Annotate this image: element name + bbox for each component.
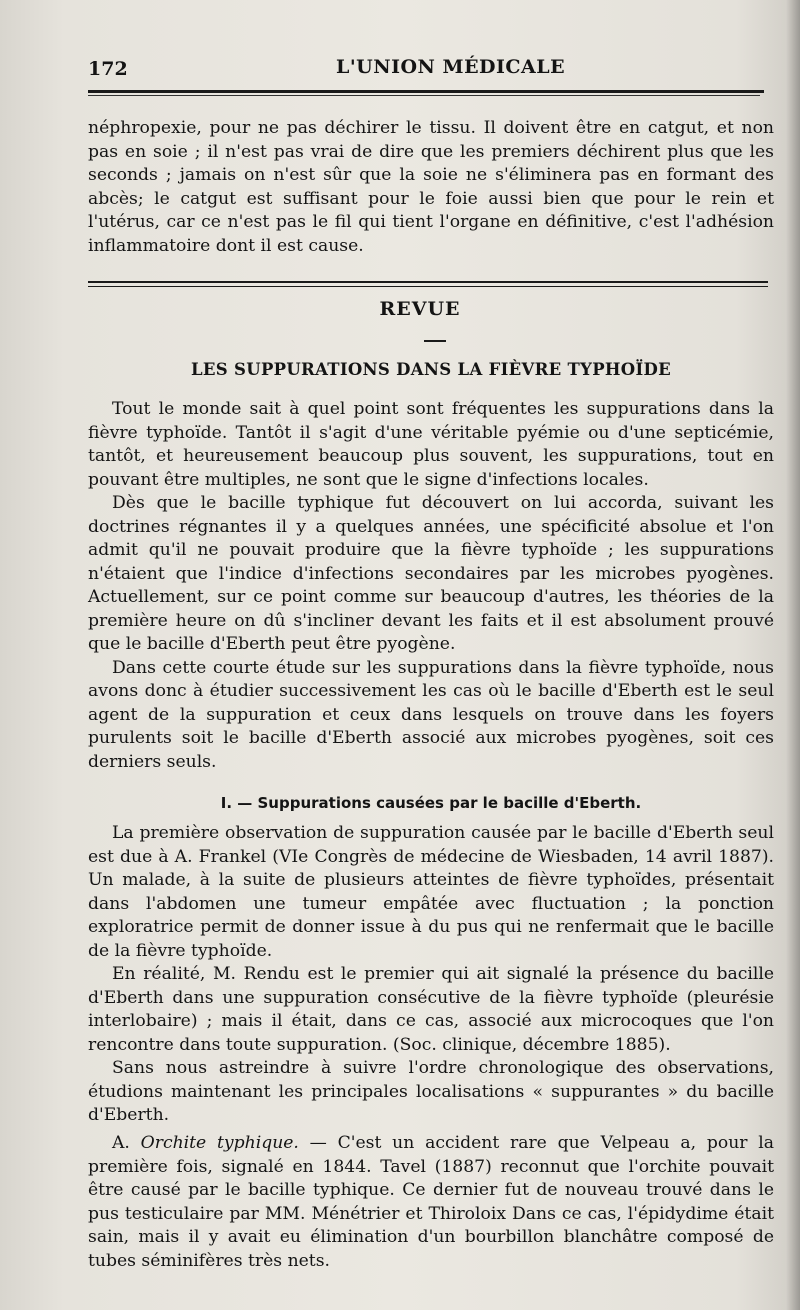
page-number: 172: [88, 58, 128, 80]
page-edge-shadow: [786, 0, 800, 1310]
page-header: [88, 54, 764, 88]
section-rule-thin: [88, 286, 768, 287]
orchite-text: — C'est un accident rare que Velpeau a, pour la première fois, signalé en 1844. Tavel (1887) reconnut que l'orchite pouvait être causé par le bacille typhique. Ce dernier fut de nouveau trouvé dans le pus testiculaire par MM. Ménétrier et Thiroloix Dans ce cas, l'épidydime était sain, mais il y avait eu élimination d'un bourbillon blanchâtre composé de tubes séminifères très nets.: [88, 1133, 775, 1271]
paragraph: La première observation de suppuration causée par le bacille d'Eberth seul est due à A. Frankel (VIe Congrès de médecine de Wiesbaden, 14 avril 1887). Un malade, à la suite de plusieurs atteintes de fièvre typhoïdes, présentait dans l'abdomen une tumeur empâtée avec fluctuation ; la ponction exploratrice permit de donner issue à du pus qui ne renfermait que le bacille de la fièvre typhoïde.: [88, 823, 774, 961]
paragraph: Sans nous astreindre à suivre l'ordre chronologique des observations, étudions maintenant les principales localisations « suppurantes » du bacille d'Eberth.: [88, 1058, 774, 1125]
intro-paragraph: néphropexie, pour ne pas déchirer le tissu. Il doivent être en catgut, et non pas en soie ; il n'est pas vrai de dire que les premiers déchirent plus que les seconds ; jamais on n'est sûr que la soie ne s'éliminera pas en formant des abcès; le catgut est suffisant pour le foie aussi bien que pour le rein et l'utérus, car ce n'est pas le fil qui tient l'organe en définitive, c'est l'adhésion inflammatoire dont il est cause.: [88, 118, 774, 256]
running-head: L'UNION MÉDICALE: [336, 56, 566, 78]
orchite-paragraph: [88, 1132, 774, 1273]
section-rule: [88, 281, 768, 283]
header-rule-thin: [88, 95, 760, 96]
paragraph: Dans cette courte étude sur les suppurations dans la fièvre typhoïde, nous avons donc à étudier successivement les cas où le bacille d'Eberth est le seul agent de la suppuration et ceux dans lesquels on trouve dans les foyers purulents soit le bacille d'Eberth associé aux microbes pyogènes, soit ces derniers seuls.: [88, 657, 774, 772]
orchite-label-prefix: A.: [112, 1133, 141, 1153]
header-rule: [88, 90, 764, 93]
article-title: LES SUPPURATIONS DANS LA FIÈVRE TYPHOÏDE: [191, 360, 671, 379]
paragraph: Dès que le bacille typhique fut découvert on lui accorda, suivant les doctrines régnantes il y a quelques années, une spécificité absolue et l'on admit qu'il ne pouvait produire que la fièvre typhoïde ; les suppurations n'étaient que l'indice d'infections secondaires par les microbes pyogènes. Actuellement, sur ce point comme sur beaucoup d'autres, les théories de la première heure on dû s'incliner devant les faits et il est absolument prouvé que le bacille d'Eberth peut être pyogène.: [88, 493, 774, 654]
subsection-title: I. — Suppurations causées par le bacille d'Eberth.: [220, 794, 642, 812]
title-dash: [424, 340, 446, 342]
paragraph: Tout le monde sait à quel point sont fréquentes les suppurations dans la fièvre typhoïde. Tantôt il s'agit d'une véritable pyémie ou d'une septicémie, tantôt, et heureusement beaucoup plus souvent, les suppurations, tout en pouvant être multiples, ne sont que le signe d'infections locales.: [88, 399, 774, 490]
section-title: REVUE: [379, 298, 461, 320]
section1-text-block: [88, 822, 774, 1128]
intro-block: [88, 117, 774, 258]
orchite-block: [88, 1132, 774, 1273]
orchite-label: Orchite typhique.: [140, 1133, 299, 1153]
paragraph: En réalité, M. Rendu est le premier qui ait signalé la présence du bacille d'Eberth dans une suppuration consécutive de la fièvre typhoïde (pleurésie interlobaire) ; mais il était, dans ce cas, associé aux microcoques que l'on rencontre dans toute suppuration. (Soc. clinique, décembre 1885).: [88, 964, 774, 1055]
main-text-block: [88, 398, 774, 774]
